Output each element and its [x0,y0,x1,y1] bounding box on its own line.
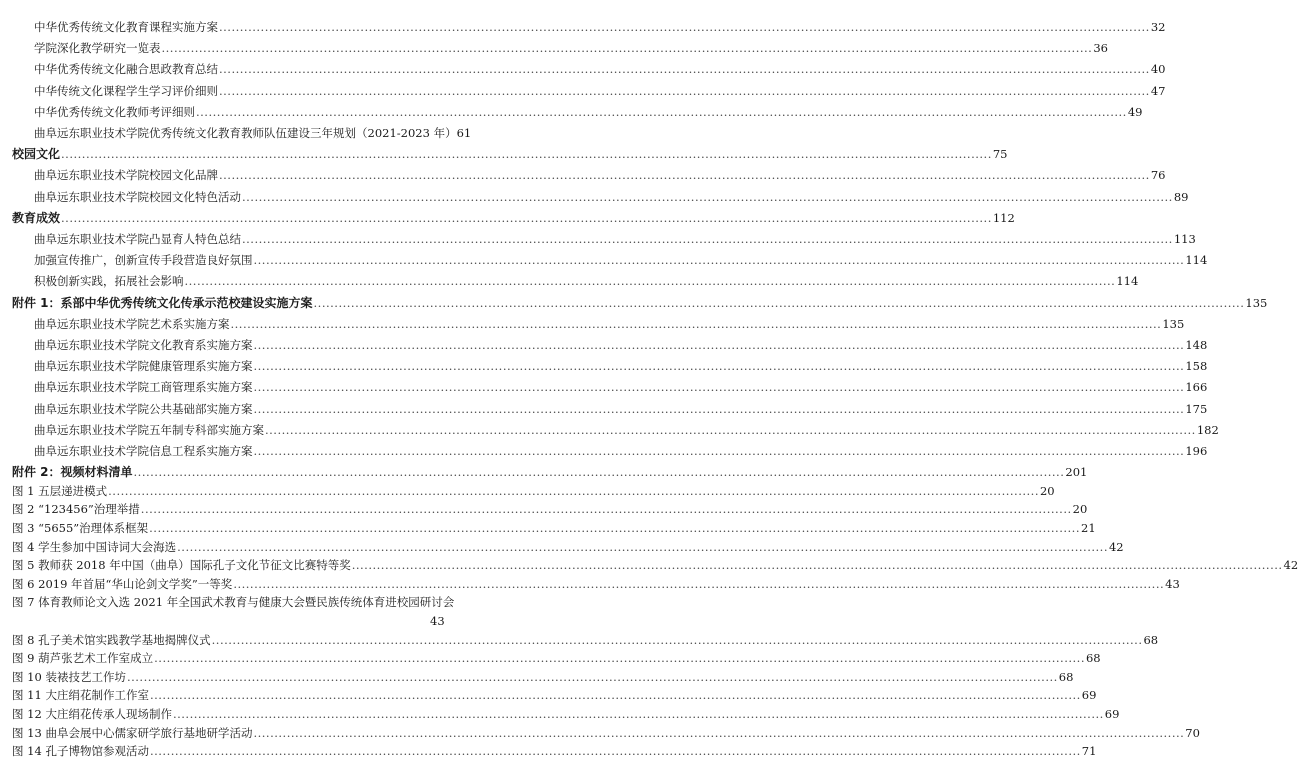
toc-entry-title: 图 4 学生参加中国诗词大会海选 [12,539,177,554]
toc-entry-title: 图 11 大庄绢花制作工作室 [12,688,149,703]
toc-entry[interactable] [34,83,1166,98]
toc-figure-entry[interactable] [12,502,1088,517]
toc-leader-dots [61,211,992,225]
toc-leader-dots [177,540,1108,554]
toc-leader-dots [150,744,1081,758]
toc-leader-dots [108,484,1039,498]
toc-leader-dots [141,502,1072,516]
toc-figure-entry[interactable] [12,632,1159,647]
toc-leader-dots [212,633,1143,647]
toc-entry-page: 69 [1081,688,1097,703]
toc-figure-entry[interactable] [12,688,1097,703]
toc-leader-dots [127,670,1058,684]
toc-leader-dots [219,168,1150,182]
toc-entry-title: 曲阜远东职业技术学院艺术系实施方案 [34,316,230,331]
toc-entry-title: 图 1 五层递进模式 [12,483,108,498]
toc-leader-dots [219,62,1150,76]
toc-entry-title: 学院深化教学研究一览表 [34,41,161,56]
toc-leader-dots [254,359,1185,373]
toc-entry-page: 135 [1162,316,1185,331]
toc-entry[interactable] [34,274,1139,289]
toc-entry[interactable] [34,338,1208,352]
toc-entry-page: 166 [1185,380,1208,395]
toc-leader-dots [196,105,1127,119]
toc-entry-title: 图 12 大庄绢花传承人现场制作 [12,707,172,721]
toc-figure-entry[interactable] [12,725,1200,740]
toc-entry-page: 196 [1185,444,1208,458]
toc-entry-title: 图 13 曲阜会展中心儒家研学旅行基地研学活动 [12,725,253,740]
toc-entry[interactable] [34,401,1208,416]
toc-entry-page: 71 [1081,744,1097,758]
toc-entry-page-continued[interactable]: 43 [430,614,445,628]
toc-entry-page: 20 [1072,502,1088,517]
toc-leader-dots [254,380,1185,394]
toc-figure-entry[interactable] [12,595,494,609]
toc-leader-dots [61,147,992,161]
toc-leader-dots [254,253,1185,267]
toc-leader-dots [233,577,1164,591]
toc-leader-dots [150,688,1081,702]
toc-entry-page: 68 [1085,651,1101,666]
toc-entry-page: 43 [1165,576,1180,591]
toc-entry-page: 49 [1127,104,1143,119]
toc-entry[interactable] [34,253,1208,268]
toc-leader-dots [231,317,1162,331]
toc-entry[interactable] [34,444,1208,458]
toc-leader-dots [185,274,1116,288]
toc-leader-dots [352,558,1283,572]
toc-leader-dots [254,444,1185,458]
toc-section[interactable] [12,295,1268,310]
toc-entry-title: 教育成效 [12,210,61,225]
toc-entry-title: 中华传统文化课程学生学习评价细则 [34,83,218,98]
toc-entry-title: 图 2 “123456”治理举措 [12,502,140,517]
toc-entry-page: 76 [1150,168,1166,183]
toc-entry-page: 68 [1058,669,1074,684]
toc-leader-dots [314,296,1245,310]
toc-figure-entry[interactable] [12,669,1074,684]
toc-entry-title: 图 9 葫芦张艺术工作室成立 [12,651,154,666]
toc-entry-page: 42 [1283,558,1298,573]
toc-entry[interactable] [34,316,1185,331]
toc-entry-page: 114 [1116,274,1139,289]
toc-entry-title: 校园文化 [12,147,61,162]
toc-figure-entry[interactable] [12,576,1180,591]
toc-leader-dots [134,465,1065,479]
toc-leader-dots [265,423,1196,437]
toc-entry-title: 图 7 体育教师论文入选 2021 年全国武术教育与健康大会暨民族传统体育进校园研讨会 [12,595,455,610]
toc-entry-page: 36 [1093,41,1108,56]
toc-entry-title: 曲阜远东职业技术学院工商管理系实施方案 [34,380,253,395]
toc-leader-dots [219,84,1150,98]
toc-section[interactable] [12,147,1008,162]
toc-figure-entry[interactable] [12,744,1097,758]
toc-figure-entry[interactable] [12,521,1096,535]
toc-entry-title: 曲阜远东职业技术学院健康管理系实施方案 [34,359,253,374]
toc-leader-dots [253,726,1184,740]
toc-figure-entry[interactable] [12,558,1298,573]
toc-entry-page: 135 [1245,295,1268,310]
toc-entry[interactable] [34,422,1219,437]
toc-entry-page: 112 [992,210,1015,225]
toc-entry-title: 中华优秀传统文化教师考评细则 [34,104,195,119]
toc-entry-title: 曲阜远东职业技术学院校园文化特色活动 [34,189,241,204]
toc-entry[interactable] [34,359,1208,374]
toc-entry-title: 曲阜远东职业技术学院凸显育人特色总结 [34,232,241,246]
toc-entry-page: 21 [1081,521,1096,535]
toc-entry-page: 70 [1185,725,1200,740]
toc-entry[interactable] [34,189,1189,204]
toc-figure-entry[interactable] [12,539,1124,554]
toc-figure-entry[interactable] [12,707,1120,721]
toc-entry[interactable] [34,168,1166,183]
toc-entry-page: 148 [1185,338,1208,352]
toc-entry-title: 中华优秀传统文化融合思政教育总结 [34,62,218,77]
toc-entry-title: 曲阜远东职业技术学院五年制专科部实施方案 [34,422,264,437]
toc-leader-dots [242,232,1173,246]
toc-entry[interactable] [34,62,1166,77]
toc-entry-title: 图 3 “5655”治理体系框架 [12,521,149,535]
toc-entry-page: 69 [1104,707,1120,721]
toc-entry-page: 201 [1065,465,1088,480]
toc-entry-title: 图 6 2019 年首届“华山论剑文学奖”一等奖 [12,576,233,591]
toc-entry-title: 积极创新实践，拓展社会影响 [34,274,184,289]
toc-entry-title: 曲阜远东职业技术学院公共基础部实施方案 [34,401,253,416]
toc-leader-dots [254,338,1185,352]
toc-entry-page: 114 [1185,253,1208,268]
toc-entry-page: 42 [1108,539,1124,554]
toc-entry[interactable] [34,380,1208,395]
toc-leader-dots [149,521,1080,535]
toc-entry-title: 曲阜远东职业技术学院校园文化品牌 [34,168,218,183]
toc-entry-page: 175 [1185,401,1208,416]
toc-entry-page: 158 [1185,359,1208,374]
toc-entry-title: 附件 1：系部中华优秀传统文化传承示范校建设实施方案 [12,295,313,310]
toc-figure-entry[interactable] [12,651,1101,666]
toc-figure-entry[interactable] [12,483,1055,498]
toc-entry-title: 加强宣传推广，创新宣传手段营造良好氛围 [34,253,253,268]
toc-leader-dots [162,41,1093,55]
toc-entry-page: 32 [1150,20,1166,34]
toc-entry-page: 89 [1173,189,1189,204]
toc-leader-dots [254,402,1185,416]
toc-entry[interactable] [34,41,1108,56]
toc-leader-dots [173,707,1104,721]
toc-entry[interactable] [34,126,494,140]
toc-entry-title: 附件 2：视频材料清单 [12,465,133,480]
toc-entry-page: 40 [1150,62,1166,77]
toc-entry-title: 曲阜远东职业技术学院文化教育系实施方案 [34,338,253,352]
toc-entry-title: 图 10 装裱技艺工作坊 [12,669,126,684]
toc-entry[interactable] [34,20,1166,34]
toc-leader-dots [154,651,1085,665]
toc-entry-title: 曲阜远东职业技术学院信息工程系实施方案 [34,444,253,458]
toc-section[interactable] [12,465,1088,480]
toc-entry-page: 68 [1143,632,1159,647]
toc-leader-dots [242,190,1173,204]
toc-entry-page: 20 [1039,483,1055,498]
toc-entry[interactable] [34,104,1143,119]
toc-entry-title: 图 14 孔子博物馆参观活动 [12,744,149,758]
toc-entry-title: 图 5 教师获 2018 年中国（曲阜）国际孔子文化节征文比赛特等奖 [12,558,351,573]
toc-entry-page: 182 [1196,422,1219,437]
toc-entry[interactable] [34,232,1196,246]
toc-leader-dots [219,20,1150,34]
toc-entry-page: 47 [1150,83,1166,98]
toc-entry-title: 曲阜远东职业技术学院优秀传统文化教育教师队伍建设三年规划（2021-2023 年） [34,126,457,140]
toc-entry-title: 中华优秀传统文化教育课程实施方案 [34,20,218,34]
toc-entry-title: 图 8 孔子美术馆实践教学基地揭牌仪式 [12,632,211,647]
toc-entry-page: 75 [992,147,1008,162]
toc-entry-page: 61 [456,126,472,140]
toc-section[interactable] [12,210,1015,225]
toc-entry-page: 113 [1173,232,1196,246]
